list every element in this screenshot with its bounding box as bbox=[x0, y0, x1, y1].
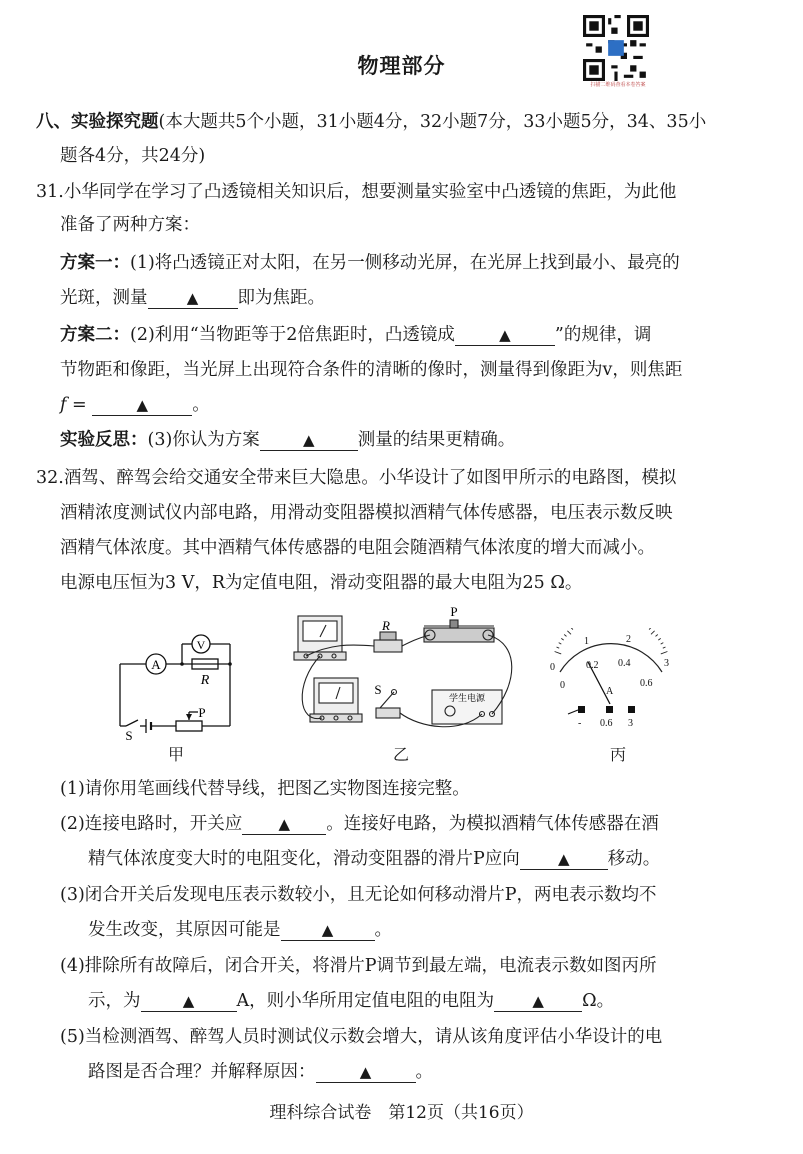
dial-tick bbox=[658, 638, 660, 640]
figure-caption-bing: 丙 bbox=[610, 745, 627, 764]
sub4-text-b: 示，为 bbox=[88, 991, 141, 1011]
sub5-text-c: 。 bbox=[415, 1062, 433, 1082]
apparatus-switch-label: S bbox=[374, 682, 382, 697]
dial-tick bbox=[663, 647, 666, 648]
ammeter-label: A bbox=[151, 657, 161, 672]
plan1-text: (1)将凸透镜正对太阳，在另一侧移动光屏，在光屏上找到最小、最亮的 bbox=[130, 253, 680, 273]
answer-blank[interactable] bbox=[242, 812, 326, 835]
blank-marker: ▲ bbox=[359, 1063, 372, 1081]
q32-sub1: (1)请你用笔画线代替导线，把图乙实物图连接完整。 bbox=[60, 779, 470, 799]
blank-marker: ▲ bbox=[499, 326, 511, 344]
q31-line-1: 31.小华同学在学习了凸透镜相关知识后，想要测量实验室中凸透镜的焦距，为此他 bbox=[36, 182, 677, 202]
blank-marker: ▲ bbox=[558, 850, 570, 868]
scale-bottom-2: 0.4 bbox=[618, 658, 631, 669]
answer-blank[interactable] bbox=[260, 428, 358, 451]
section-note-2: 题各4分，共24分) bbox=[60, 146, 206, 166]
plan2-text-a: (2)利用“当物距等于2倍焦距时，凸透镜成 bbox=[130, 325, 455, 345]
q31-plan2-line3 bbox=[60, 393, 210, 417]
figure-caption-yi: 乙 bbox=[393, 745, 410, 764]
sub5-text-b: 路图是否合理？并解释原因： bbox=[88, 1062, 316, 1082]
scale-bottom-3: 0.6 bbox=[640, 678, 653, 689]
plan1-label: 方案一： bbox=[60, 253, 130, 273]
figure-caption-jia: 甲 bbox=[168, 745, 185, 764]
blank-marker: ▲ bbox=[186, 289, 199, 307]
q32-sub2-line1 bbox=[60, 812, 659, 836]
section-note-1: (本大题共5个小题，31小题4分，32小题7分，33小题5分，34、35小 bbox=[158, 112, 707, 132]
reflect-text-b: 测量的结果更精确。 bbox=[357, 430, 516, 450]
answer-blank[interactable] bbox=[520, 847, 608, 870]
apparatus-resistor-label: R bbox=[382, 618, 390, 633]
reflect-label: 实验反思： bbox=[60, 430, 148, 450]
dial-tick bbox=[564, 635, 566, 637]
q32-sub3-line2 bbox=[88, 918, 392, 942]
sub2-text-b: 。连接好电路，为模拟酒精气体传感器在酒 bbox=[326, 814, 659, 834]
focal-f: f = bbox=[60, 395, 87, 415]
qr-code bbox=[583, 15, 649, 81]
dial-tick bbox=[656, 635, 658, 637]
answer-blank[interactable] bbox=[281, 918, 375, 941]
dial-tick bbox=[661, 652, 668, 654]
q32-sub5-line2 bbox=[88, 1060, 433, 1084]
answer-blank[interactable] bbox=[494, 989, 582, 1012]
scale-top-3: 3 bbox=[664, 658, 669, 669]
q31-plan1-line2 bbox=[60, 286, 325, 310]
apparatus-diagram-yi bbox=[290, 604, 520, 740]
q31-plan1 bbox=[60, 251, 680, 275]
apparatus-slider-label: P bbox=[450, 604, 458, 619]
q31-plan2 bbox=[60, 323, 651, 347]
sub4-text-c: A，则小华所用定值电阻的电阻为 bbox=[236, 991, 495, 1011]
terminal-neg: - bbox=[578, 718, 582, 729]
sub2-text-a: (2)连接电路时，开关应 bbox=[60, 814, 243, 834]
power-supply-label: 学生电源 bbox=[448, 693, 486, 703]
scale-top-1: 1 bbox=[584, 636, 589, 647]
dial-tick bbox=[651, 631, 655, 635]
blank-marker: ▲ bbox=[303, 431, 315, 449]
q31-line-2: 准备了两种方案： bbox=[60, 215, 200, 235]
dial-tick bbox=[559, 643, 562, 645]
plan1-line2-start: 光斑，测量 bbox=[60, 288, 148, 308]
answer-blank[interactable] bbox=[141, 989, 237, 1012]
answer-blank[interactable] bbox=[316, 1060, 416, 1083]
ammeter-dial-bing bbox=[540, 628, 680, 732]
answer-blank[interactable] bbox=[92, 393, 192, 416]
blank-marker: ▲ bbox=[182, 992, 195, 1010]
qr-caption: 扫描二维码查看本卷答案 bbox=[590, 82, 646, 88]
plan2-text-b: ”的规律，调 bbox=[554, 325, 652, 345]
answer-blank[interactable] bbox=[148, 286, 238, 309]
terminal-3: 3 bbox=[628, 718, 633, 729]
plan2-label: 方案二： bbox=[60, 325, 130, 345]
scale-bottom-0: 0 bbox=[560, 680, 565, 691]
meter-unit: A bbox=[606, 686, 614, 697]
q32-sub4-line2 bbox=[88, 989, 614, 1013]
plan1-line2-end: 即为焦距。 bbox=[237, 288, 325, 308]
scale-top-2: 2 bbox=[626, 634, 631, 645]
sub3-text-b: 发生改变，其原因可能是 bbox=[88, 920, 281, 940]
dial-tick bbox=[571, 628, 573, 630]
terminal-0-6: 0.6 bbox=[600, 718, 613, 729]
dial-tick bbox=[649, 628, 651, 630]
voltmeter-label: V bbox=[196, 638, 206, 652]
dial-tick bbox=[567, 631, 571, 635]
blank-marker: ▲ bbox=[136, 396, 149, 414]
section-heading bbox=[36, 110, 706, 134]
blank-marker: ▲ bbox=[278, 815, 291, 833]
circuit-diagram-jia bbox=[110, 628, 250, 744]
blank-marker: ▲ bbox=[532, 992, 544, 1010]
q32-sub2-line2 bbox=[88, 847, 660, 871]
dial-tick bbox=[555, 652, 562, 654]
period: 。 bbox=[192, 395, 210, 415]
blank-marker: ▲ bbox=[321, 921, 334, 939]
q32-line-4: 电源电压恒为3 V，R为定值电阻，滑动变阻器的最大电阻为25 Ω。 bbox=[60, 573, 583, 593]
scale-bottom-1: 0.2 bbox=[586, 660, 599, 671]
resistor-label: R bbox=[200, 673, 210, 688]
section-label: 八、实验探究题 bbox=[36, 112, 159, 132]
slider-label: P bbox=[198, 705, 206, 720]
sub3-text-c: 。 bbox=[374, 920, 392, 940]
sub4-text-d: Ω。 bbox=[582, 991, 615, 1011]
q32-line-1: 32.酒驾、醉驾会给交通安全带来巨大隐患。小华设计了如图甲所示的电路图，模拟 bbox=[36, 468, 677, 488]
q32-sub5-line1: (5)当检测酒驾、醉驾人员时测试仪示数会增大，请从该角度评估小华设计的电 bbox=[60, 1027, 663, 1047]
page-title: 物理部分 bbox=[357, 53, 446, 78]
q32-sub4-line1: (4)排除所有故障后，闭合开关，将滑片P调节到最左端，电流表示数如图丙所 bbox=[60, 956, 657, 976]
dial-tick bbox=[561, 638, 563, 640]
dial-tick bbox=[557, 647, 560, 648]
reflect-text-a: (3)你认为方案 bbox=[147, 430, 260, 450]
page-footer: 理科综合试卷 第12页（共16页） bbox=[269, 1103, 534, 1123]
scale-top-0: 0 bbox=[550, 662, 555, 673]
q31-reflect bbox=[60, 428, 515, 452]
answer-blank[interactable] bbox=[455, 323, 555, 346]
q31-plan2-line2: 节物距和像距，当光屏上出现符合条件的清晰的像时，测量得到像距为v，则焦距 bbox=[60, 360, 683, 380]
q32-line-2: 酒精浓度测试仪内部电路，用滑动变阻器模拟酒精气体传感器，电压表示数反映 bbox=[60, 503, 673, 523]
dial-tick bbox=[661, 643, 664, 645]
switch-label: S bbox=[125, 728, 133, 743]
sub2-text-d: 移动。 bbox=[607, 849, 661, 869]
q32-line-3: 酒精气体浓度。其中酒精气体传感器的电阻会随酒精气体浓度的增大而减小。 bbox=[60, 538, 655, 558]
q32-sub3-line1: (3)闭合开关后发现电压表示数较小，且无论如何移动滑片P，两电表示数均不 bbox=[60, 885, 657, 905]
sub2-text-c: 精气体浓度变大时的电阻变化，滑动变阻器的滑片P应向 bbox=[88, 849, 520, 869]
